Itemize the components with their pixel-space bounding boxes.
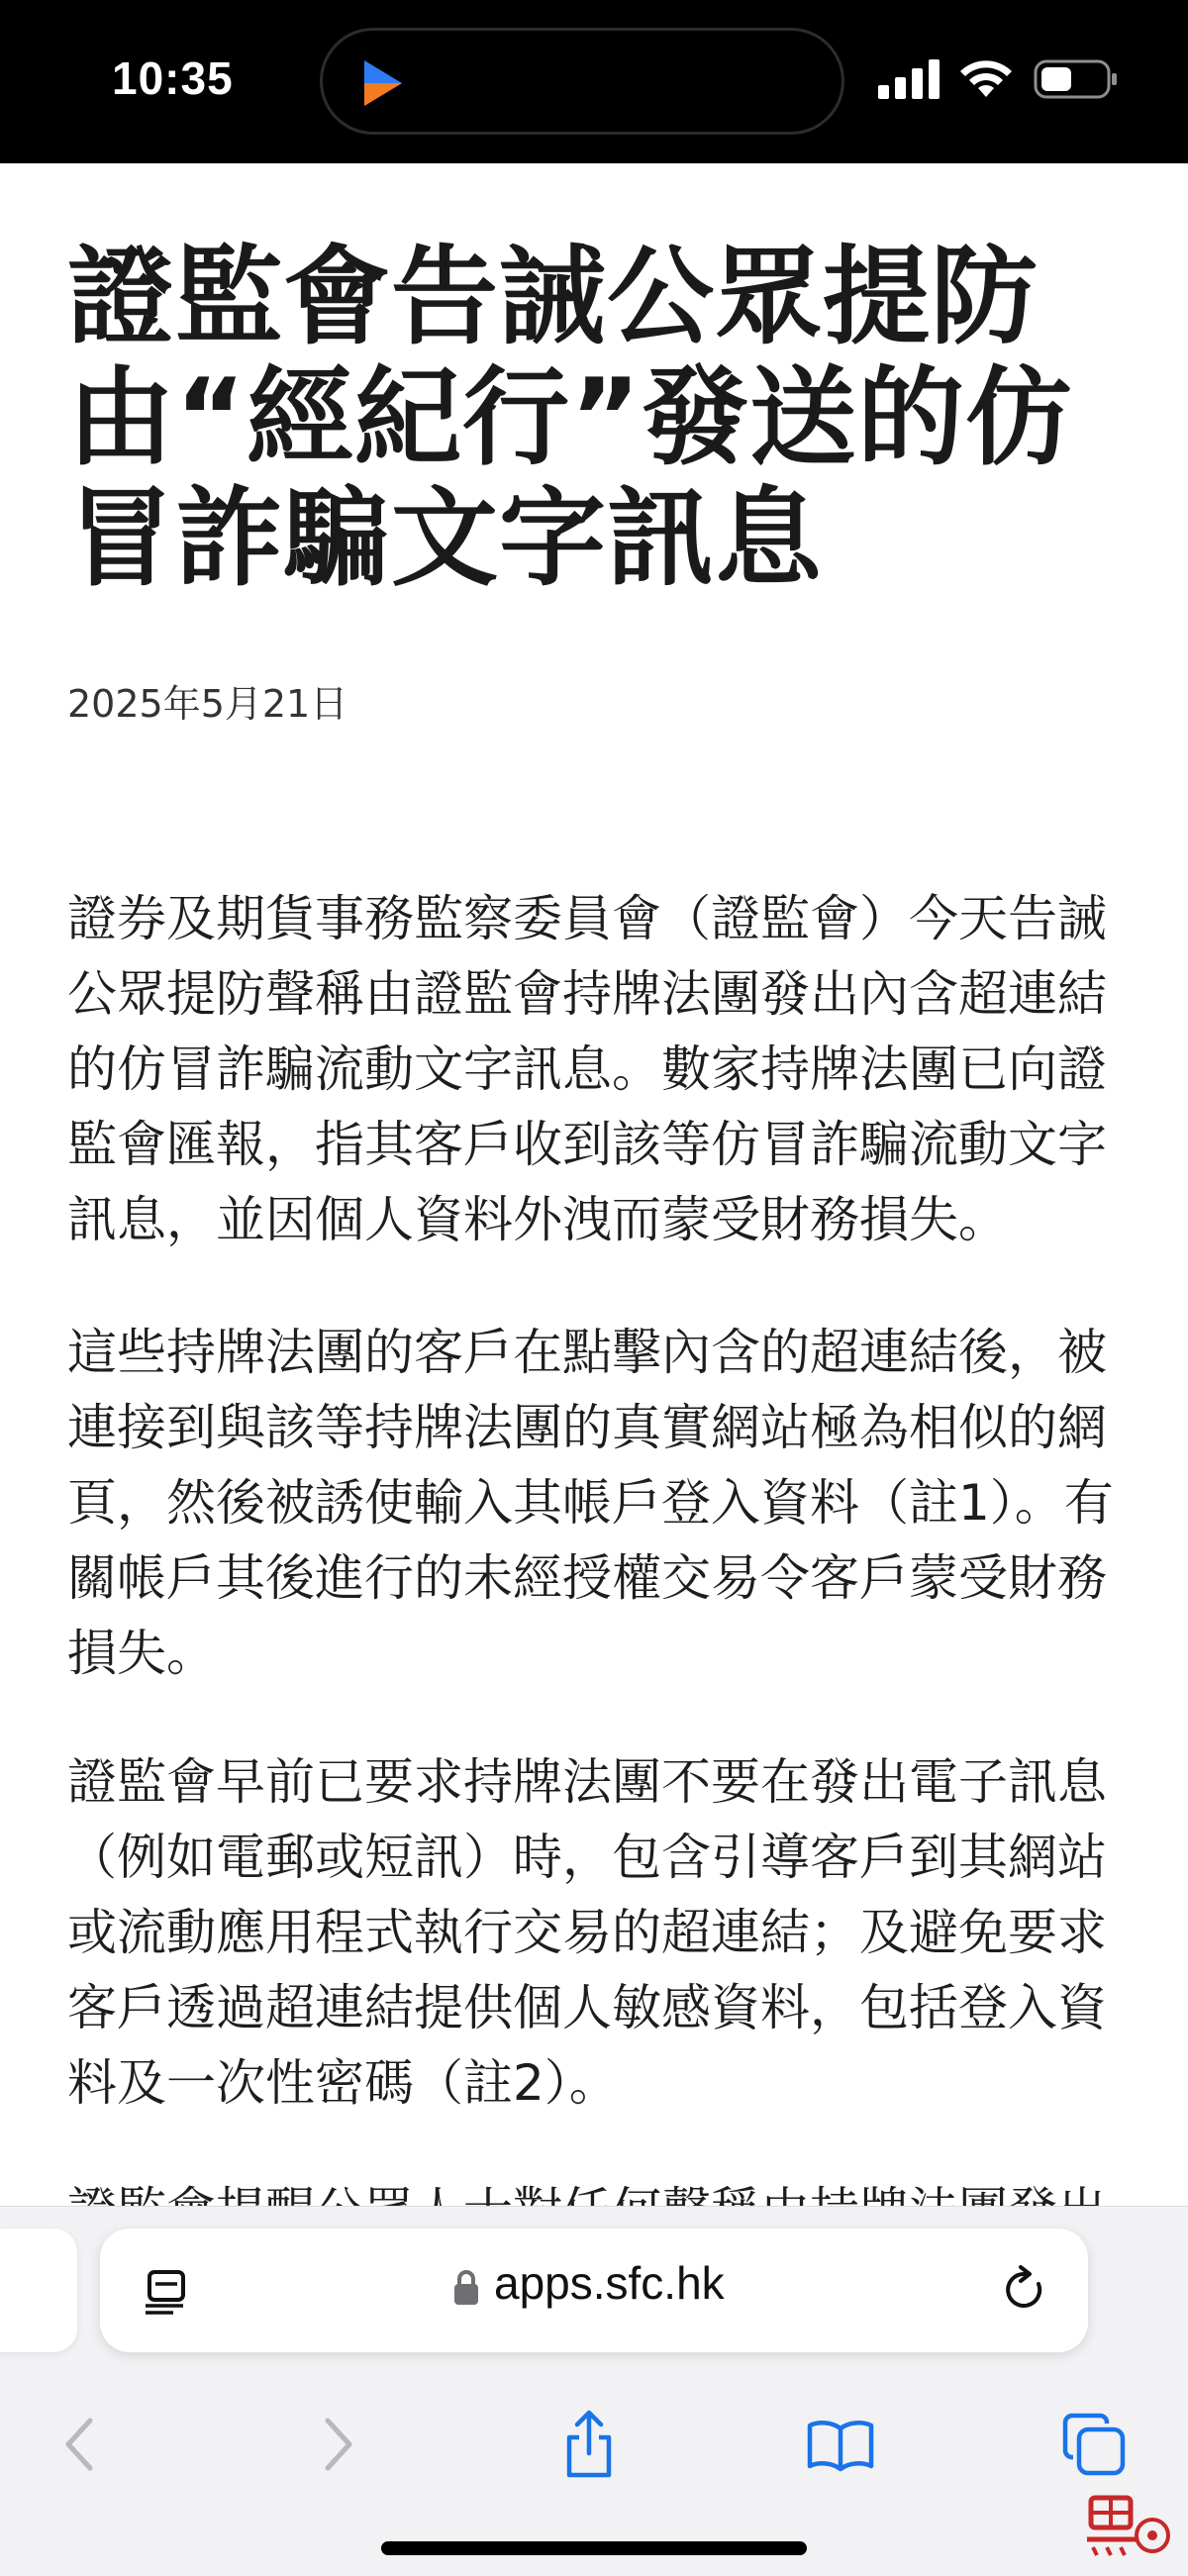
tabs-icon <box>1061 2412 1127 2477</box>
tabs-button[interactable] <box>1049 2395 1138 2494</box>
reload-icon[interactable] <box>1001 2264 1048 2316</box>
back-button[interactable] <box>36 2395 125 2494</box>
status-time: 10:35 <box>112 52 234 104</box>
wifi-icon <box>958 53 1014 99</box>
dynamic-island[interactable] <box>320 28 844 135</box>
address-bar[interactable] <box>100 2229 1088 2352</box>
article-headline: 證監會告誡公眾提防由“經紀行”發送的仿冒詐騙文字訊息 <box>67 236 1073 601</box>
back-icon <box>60 2415 100 2474</box>
cellular-signal-icon <box>878 57 940 99</box>
article-paragraph: 證監會早前已要求持牌法團不要在發出電子訊息（例如電郵或短訊）時，包含引導客戶到其網站或流動應用程式執行交易的超連結；及避免要求客戶透過超連結提供個人敏感資料，包括登入資料及一次性密碼（註2）。 <box>67 1753 1107 2112</box>
article-date: 2025年5月21日 <box>67 682 348 726</box>
forward-icon <box>318 2415 357 2474</box>
share-button[interactable] <box>544 2395 634 2494</box>
article-paragraph: 證券及期貨事務監察委員會（證監會）今天告誡公眾提防聲稱由證監會持牌法團發出內含超連結的仿冒詐騙流動文字訊息。數家持牌法團已向證監會匯報，指其客戶收到該等仿冒詐騙流動文字訊息，並因個人資料外洩而蒙受財務損失。 <box>67 890 1107 1248</box>
article-paragraph: 這些持牌法團的客戶在點擊內含的超連結後，被連接到與該等持牌法團的真實網站極為相似的網頁，然後被誘使輸入其帳戶登入資料（註1）。有關帳戶其後進行的未經授權交易令客戶蒙受財務損失。 <box>67 1324 1114 1682</box>
status-bar <box>0 0 1188 163</box>
battery-icon <box>1034 59 1119 99</box>
watermark-logo <box>1085 2484 1174 2563</box>
forward-button[interactable] <box>293 2395 382 2494</box>
lock-icon <box>452 2269 480 2307</box>
safari-bottom-bar <box>0 2206 1188 2576</box>
url-text[interactable]: apps.sfc.hk <box>494 2257 725 2309</box>
home-indicator[interactable] <box>381 2541 807 2555</box>
bookmarks-icon <box>806 2417 875 2472</box>
bookmarks-button[interactable] <box>796 2395 885 2494</box>
video-app-icon <box>358 56 408 110</box>
browser-toolbar <box>0 2395 1188 2504</box>
reader-icon[interactable] <box>144 2268 189 2316</box>
previous-tab-card[interactable] <box>0 2229 77 2352</box>
share-icon <box>561 2410 617 2479</box>
